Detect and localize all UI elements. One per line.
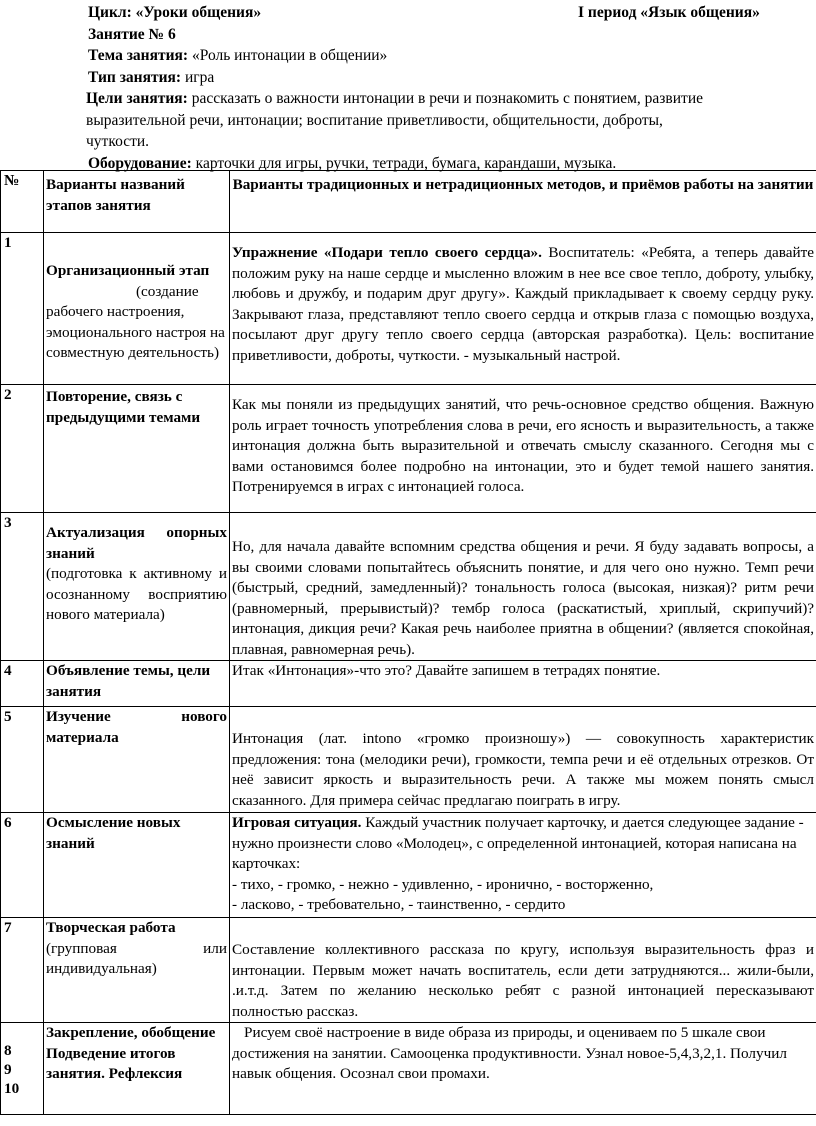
table-row (1, 233, 816, 385)
lesson-number-line (88, 24, 788, 46)
stage-title: Творческая работа (46, 919, 176, 936)
intonation-list-line: - тихо, - громко, - нежно - удивленно, - иронично, - восторженно, (232, 875, 654, 893)
topic-line (88, 45, 788, 67)
row-stage (44, 813, 230, 918)
row-desc (230, 233, 816, 385)
lesson-label: Занятие № 6 (88, 25, 176, 43)
table-header-row (1, 171, 816, 233)
stage-note: (подготовка к активному и осознанному восприятию нового материала) (46, 565, 227, 623)
desc-text: Итак «Интонация»-что это? Давайте запишем в тетрадях понятие. (232, 662, 661, 679)
table-row (1, 513, 816, 661)
row-desc (230, 813, 816, 918)
desc-text: Каждый участник получает карточку, и дается следующее задание - нужно произнести слово «Молодец», с определенной интонацией, которая написана на карточках: (232, 814, 804, 872)
row-desc (230, 707, 816, 813)
table-row (1, 661, 816, 707)
stage-title: Закрепление, обобщение Подведение итогов занятия. Рефлексия (46, 1024, 216, 1082)
row-stage (44, 661, 230, 707)
desc-text: Как мы поняли из предыдущих занятий, что речь-основное средство общения. Важную роль играет точность употребления слова в речи, его ясность и выразительность, а также интонация должна быть выразительной и отвечать смыслу сказанного. Сегодня мы с вами остановимся более подробно на интонации, это и будет темой нашего занятия. Потренируемся в играх с интонацией голоса. (232, 396, 814, 495)
desc-text: Рисуем своё настроение в виде образа из природы, и оцениваем по 5 шкале свои достижения на занятии. Самооценка продуктивности. Узнал новое-5,4,3,2,1. Получил навык общения. Осознал свои промахи. (232, 1024, 787, 1082)
equipment-value: карточки для игры, ручки, тетради, бумага, карандаши, музыка. (195, 154, 617, 172)
row-num-b: 9 (4, 1061, 12, 1078)
row-num: 4 (1, 661, 44, 707)
table-row (1, 707, 816, 813)
intonation-list-line: - ласково, - требовательно, - таинственно, - сердито (232, 896, 566, 913)
desc-text: Но, для начала давайте вспомним средства общения и речи. Я буду задавать вопросы, а вы своими словами попытайтесь объяснить понятие, и для чего оно нужно. Темп речи (быстрый, средний, замедленный)? тональность голоса (высокая, низкая)? ритм речи (равномерный, прерывистый)? тембр голоса (раскатистый, хриплый, скрипучий)? интонация, дикция речи? Какая речь наиболее приятна в общении? (является спокойная, плавная, равномерная речь). (232, 538, 814, 658)
row-num: 2 (1, 385, 44, 513)
header-stage (44, 171, 230, 233)
table-row (1, 918, 816, 1023)
desc-text: Воспитатель: «Ребята, а теперь давайте положим руку на наше сердце и мысленно вложим в нее все свое тепло, доброту, улыбку, любовь и дружбу, и подарим друг другу». Каждый прикладывает к своему сердцу руку. Закрывают глаза, представляют тепло своего сердца и открыв глаза с помощью воздуха, посылают друг другу тепло своего сердца (авторская разработка). Цель: воспитание приветливости, доброты, чуткости. - музыкальный настрой. (232, 244, 815, 364)
row-stage (44, 513, 230, 661)
stage-note: (групповая или индивидуальная) (46, 939, 227, 977)
desc-bold: Игровая ситуация. (232, 814, 362, 831)
type-line (88, 67, 788, 89)
row-stage (44, 707, 230, 813)
cycle-label: Цикл: «Уроки общения» (88, 4, 262, 21)
topic-key: Тема занятия: (88, 47, 189, 64)
row-desc (230, 1023, 816, 1115)
row-desc (230, 661, 816, 707)
row-num: 7 (1, 918, 44, 1023)
type-value: игра (184, 68, 215, 86)
header-methods (230, 171, 816, 233)
goals-key: Цели занятия: (86, 90, 188, 107)
row-desc (230, 385, 816, 513)
topic-value: «Роль интонации в общении» (191, 47, 388, 64)
row-num: 6 (1, 813, 44, 918)
row-stage (44, 233, 230, 385)
period-label: I период «Язык общения» (578, 4, 760, 21)
cycle-line (88, 2, 788, 24)
row-num-a: 8 (4, 1042, 12, 1059)
stage-note: (создание рабочего настроения, эмоционального настроя на совместную деятельность) (46, 282, 225, 361)
row-num: 5 (1, 707, 44, 813)
row-num: 1 (1, 233, 44, 385)
row-num (1, 1023, 44, 1115)
desc-text: Составление коллективного рассказа по кругу, используя выразительность фраз и интонации. Первым может начать воспитатель, если дети затрудняются... жили-были, .и.т.д. Затем по желанию несколько ребят с разной интонацией пересказывают полностью рассказ. (232, 941, 814, 1020)
row-stage (44, 1023, 230, 1115)
header-stage-text: Варианты названий этапов занятия (46, 176, 185, 214)
equipment-key: Оборудование: (88, 154, 192, 172)
stage-title: Актуализация опорных знаний (46, 524, 227, 562)
lesson-header (88, 2, 788, 174)
stage-title: Организационный этап (46, 262, 210, 279)
desc-bold: Упражнение «Подари тепло своего сердца». (232, 244, 542, 261)
desc-text: Интонация (лат. intono «громко произношу») — совокупность характеристик предложения: тона (мелодики речи), громкости, темпа речи и её отдельных отрезков. От неё зависит яркость и выразительность речи. А также мы можем понять смысл сказанного. Для примера сейчас предлагаю поиграть в игру. (232, 730, 814, 809)
type-key: Тип занятия: (88, 68, 182, 86)
lesson-plan-table (0, 170, 816, 1115)
row-stage (44, 918, 230, 1023)
stage-title: Осмысление новых знаний (46, 814, 181, 852)
stage-title: Повторение, связь с предыдущими темами (46, 388, 201, 426)
goals-value: рассказать о важности интонации в речи и познакомить с понятием, развитие выразительной речи, интонации; воспитание приветливости, общительности, доброты, чуткости. (86, 90, 703, 150)
goals-line (86, 88, 726, 153)
stage-title: Изучение нового материала (46, 708, 227, 746)
stage-title: Объявление темы, цели занятия (46, 662, 211, 700)
table-row (1, 813, 816, 918)
row-desc (230, 918, 816, 1023)
table-row (1, 1023, 816, 1115)
row-stage (44, 385, 230, 513)
row-num: 3 (1, 513, 44, 661)
row-num-c: 10 (4, 1080, 20, 1097)
header-num: № (1, 171, 44, 233)
table-row (1, 385, 816, 513)
row-desc (230, 513, 816, 661)
header-methods-text: Варианты традиционных и нетрадиционных методов, и приёмов работы на занятии (232, 176, 814, 193)
